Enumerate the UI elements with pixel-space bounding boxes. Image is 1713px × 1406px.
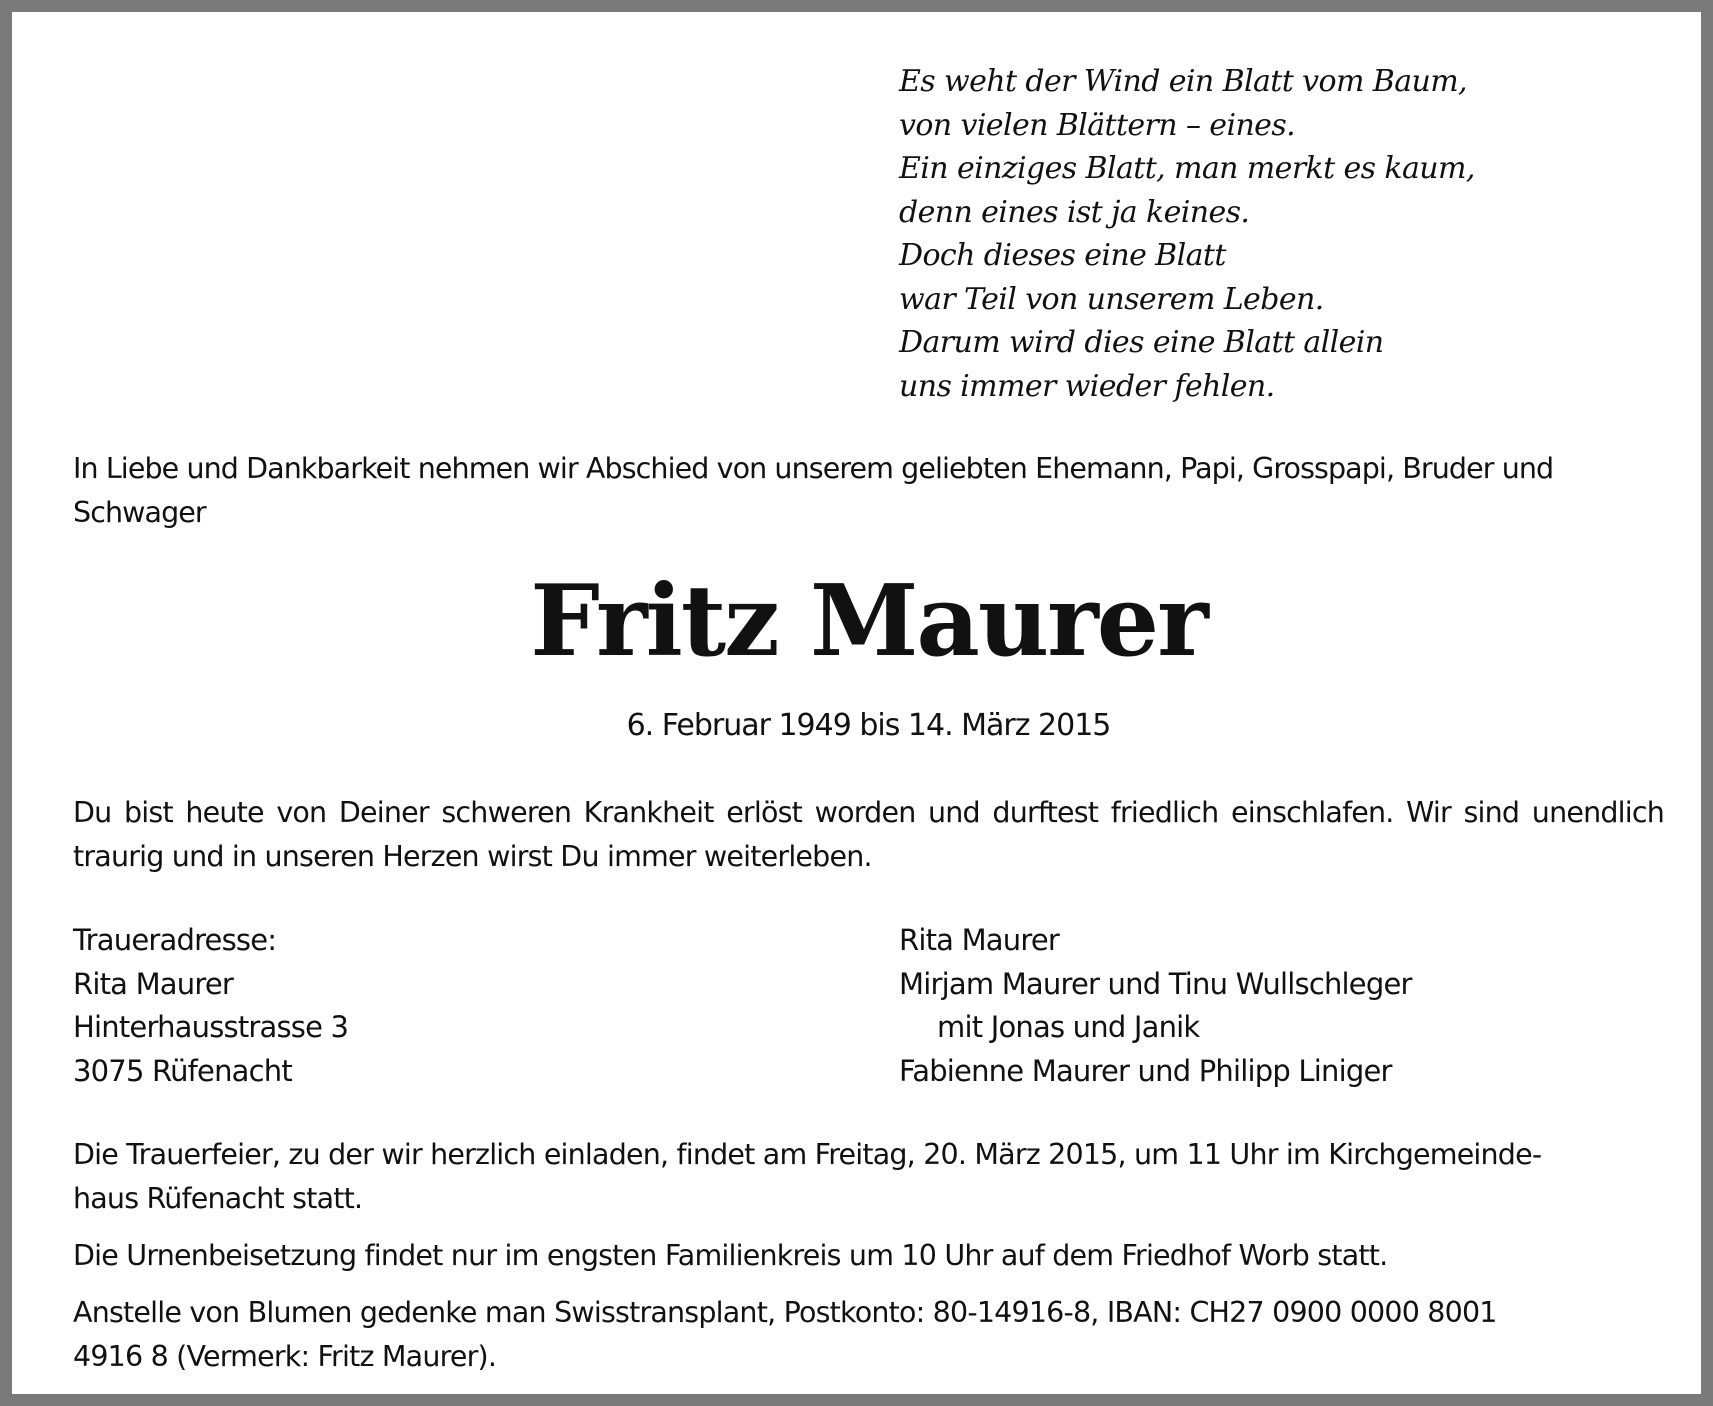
poem-line: Es weht der Wind ein Blatt vom Baum, bbox=[899, 64, 1467, 99]
donation-note-line: Anstelle von Blumen gedenke man Swisstransplant, Postkonto: 80-14916-8, IBAN: CH27 0900 0000 8001 bbox=[73, 1296, 1497, 1329]
intro-text: In Liebe und Dankbarkeit nehmen wir Abschied von unserem geliebten Ehemann, Papi, Grosspapi, Bruder und Schwager bbox=[73, 452, 1554, 529]
poem-line: Darum wird dies eine Blatt allein bbox=[899, 325, 1384, 360]
ceremony-note bbox=[73, 1133, 1664, 1220]
family-member: mit Jonas und Janik bbox=[937, 1010, 1200, 1044]
poem bbox=[899, 60, 1475, 408]
poem-line: von vielen Blättern – eines. bbox=[899, 107, 1296, 143]
mourning-address bbox=[73, 919, 348, 1093]
family-member: Rita Maurer bbox=[899, 923, 1059, 957]
poem-line: Doch dieses eine Blatt bbox=[899, 238, 1226, 273]
family-list bbox=[899, 919, 1412, 1093]
family-member: Fabienne Maurer und Philipp Liniger bbox=[899, 1053, 1392, 1088]
donation-note-line: 4916 8 (Vermerk: Fritz Maurer). bbox=[73, 1339, 497, 1373]
family-member: Mirjam Maurer und Tinu Wullschleger bbox=[899, 966, 1412, 1001]
mourning-address-name: Rita Maurer bbox=[73, 966, 233, 1001]
mourning-address-city: 3075 Rüfenacht bbox=[73, 1053, 292, 1088]
poem-line: war Teil von unserem Leben. bbox=[899, 281, 1324, 317]
burial-note: Die Urnenbeisetzung findet nur im engsten Familienkreis um 10 Uhr auf dem Friedhof Worb statt. bbox=[73, 1239, 1388, 1272]
farewell-message: Du bist heute von Deiner schweren Krankheit erlöst worden und durftest friedlich einschlafen. Wir sind unendlich traurig und in unseren Herzen wirst Du immer weiterleben. bbox=[73, 796, 1664, 873]
mourning-address-street: Hinterhausstrasse 3 bbox=[73, 1010, 349, 1044]
poem-line: uns immer wieder fehlen. bbox=[899, 368, 1275, 404]
ceremony-note-line: Die Trauerfeier, zu der wir herzlich einladen, findet am Freitag, 20. März 2015, um 11 Uhr im Kirchgemeinde- bbox=[73, 1138, 1542, 1171]
mourning-address-label: Traueradresse: bbox=[73, 923, 277, 957]
deceased-name: Fritz Maurer bbox=[530, 564, 1207, 679]
life-dates: 6. Februar 1949 bis 14. März 2015 bbox=[626, 708, 1111, 743]
donation-note bbox=[73, 1291, 1664, 1378]
poem-line: denn eines ist ja keines. bbox=[899, 194, 1250, 230]
ceremony-note-line: haus Rüfenacht statt. bbox=[73, 1181, 363, 1215]
poem-line: Ein einziges Blatt, man merkt es kaum, bbox=[899, 151, 1475, 186]
